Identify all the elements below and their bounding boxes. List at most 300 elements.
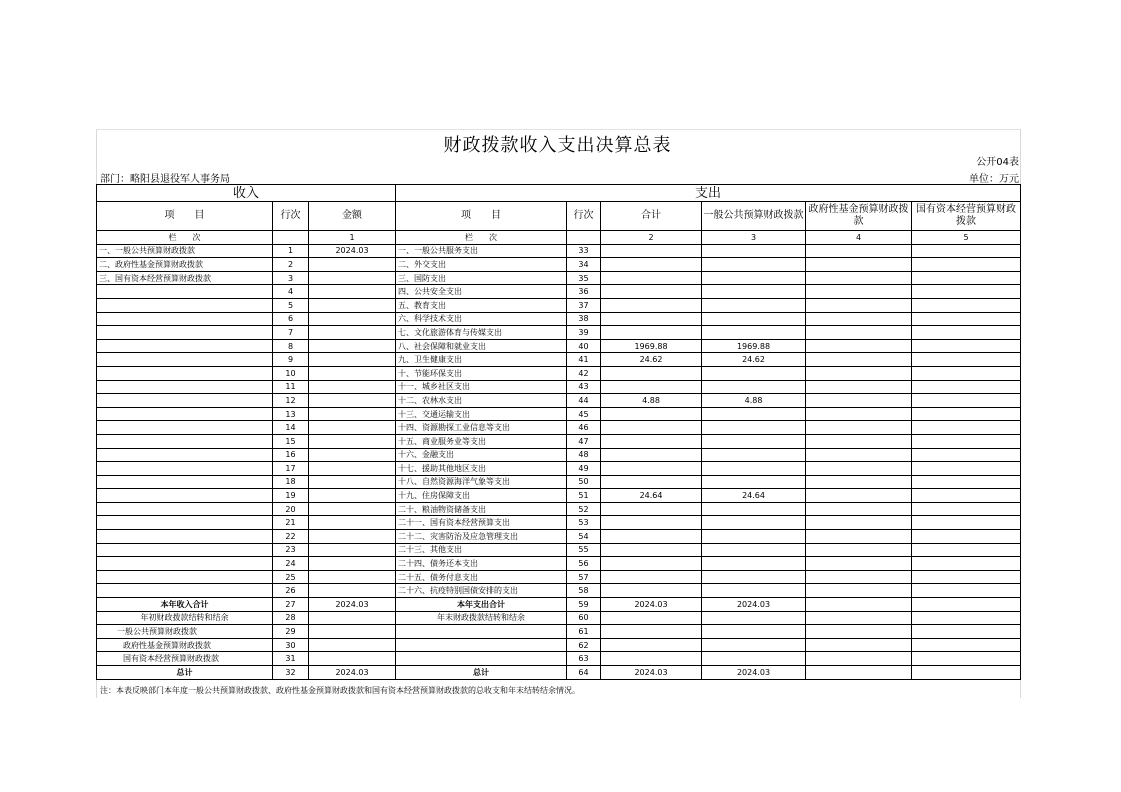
expense-row-no: 38 <box>567 312 601 326</box>
expense-state <box>912 475 1021 489</box>
income-amount <box>309 530 396 544</box>
expense-total <box>601 625 702 639</box>
expense-state <box>912 530 1021 544</box>
header-total: 合计 <box>601 202 702 231</box>
expense-general <box>702 611 806 625</box>
expense-general: 24.64 <box>702 489 806 503</box>
income-amount <box>309 625 396 639</box>
expense-general <box>702 407 806 421</box>
budget-table <box>96 184 1021 680</box>
expense-general <box>702 652 806 666</box>
expense-row-no: 34 <box>567 258 601 272</box>
table-row <box>97 271 1021 285</box>
table-row <box>97 516 1021 530</box>
expense-general <box>702 285 806 299</box>
section-row <box>97 185 1021 202</box>
header-item: 项 目 <box>97 202 273 231</box>
expense-state <box>912 638 1021 652</box>
expense-total <box>601 638 702 652</box>
expense-item: 二十三、其他支出 <box>396 543 567 557</box>
expense-total <box>601 652 702 666</box>
department-label: 部门：略阳县退役军人事务局 <box>100 174 230 185</box>
expense-general <box>702 244 806 258</box>
expense-row-no: 45 <box>567 407 601 421</box>
income-row-no: 1 <box>273 244 309 258</box>
income-amount <box>309 570 396 584</box>
expense-row-no: 39 <box>567 326 601 340</box>
expense-general <box>702 584 806 598</box>
income-amount <box>309 516 396 530</box>
income-item: 一般公共预算财政拨款 <box>97 625 273 639</box>
income-row-no: 23 <box>273 543 309 557</box>
income-item <box>97 570 273 584</box>
income-row-no: 24 <box>273 557 309 571</box>
form-code: 公开04表 <box>976 157 1019 168</box>
income-item <box>97 489 273 503</box>
expense-state <box>912 421 1021 435</box>
expense-row-no: 50 <box>567 475 601 489</box>
footnote: 注：本表反映部门本年度一般公共预算财政拨款、政府性基金预算财政拨款和国有资本经营预算财政拨款的总收支和年末结转结余情况。 <box>100 686 580 695</box>
income-item: 政府性基金预算财政拨款 <box>97 638 273 652</box>
col-2: 2 <box>601 231 702 245</box>
expense-item: 十五、商业服务业等支出 <box>396 434 567 448</box>
expense-row-no: 51 <box>567 489 601 503</box>
expense-fund <box>806 666 912 680</box>
table-row <box>97 380 1021 394</box>
expense-item <box>396 652 567 666</box>
expense-general <box>702 570 806 584</box>
expense-total <box>601 407 702 421</box>
expense-row-no: 61 <box>567 625 601 639</box>
income-item <box>97 366 273 380</box>
expense-general <box>702 516 806 530</box>
expense-state <box>912 652 1021 666</box>
expense-state <box>912 394 1021 408</box>
income-row-no: 22 <box>273 530 309 544</box>
header-amount: 金额 <box>309 202 396 231</box>
income-item: 国有资本经营预算财政拨款 <box>97 652 273 666</box>
income-row-no: 15 <box>273 434 309 448</box>
expense-general <box>702 625 806 639</box>
income-row-no: 14 <box>273 421 309 435</box>
expense-item <box>396 638 567 652</box>
income-item <box>97 516 273 530</box>
expense-state <box>912 598 1021 612</box>
income-amount <box>309 407 396 421</box>
expense-total <box>601 244 702 258</box>
expense-state <box>912 666 1021 680</box>
expense-state <box>912 434 1021 448</box>
expense-fund <box>806 543 912 557</box>
col-3: 3 <box>702 231 806 245</box>
expense-fund <box>806 611 912 625</box>
income-row-no: 30 <box>273 638 309 652</box>
expense-item: 二十六、抗疫特别国债安排的支出 <box>396 584 567 598</box>
page-title: 财政拨款收入支出决算总表 <box>443 135 672 156</box>
expense-total <box>601 285 702 299</box>
income-amount <box>309 584 396 598</box>
expense-fund <box>806 421 912 435</box>
expense-general <box>702 380 806 394</box>
table-row <box>97 394 1021 408</box>
expense-row-no: 53 <box>567 516 601 530</box>
expense-fund <box>806 271 912 285</box>
expense-general <box>702 271 806 285</box>
table-row <box>97 448 1021 462</box>
expense-row-no: 36 <box>567 285 601 299</box>
expense-item: 十六、金融支出 <box>396 448 567 462</box>
expense-fund <box>806 434 912 448</box>
income-row-no: 28 <box>273 611 309 625</box>
expense-total <box>601 502 702 516</box>
expense-item: 二十五、债务付息支出 <box>396 570 567 584</box>
income-row-no: 17 <box>273 462 309 476</box>
expense-row-no: 44 <box>567 394 601 408</box>
income-item <box>97 353 273 367</box>
income-amount <box>309 298 396 312</box>
income-amount <box>309 312 396 326</box>
expense-fund <box>806 380 912 394</box>
income-item: 二、政府性基金预算财政拨款 <box>97 258 273 272</box>
expense-general <box>702 638 806 652</box>
income-item: 一、一般公共预算财政拨款 <box>97 244 273 258</box>
expense-row-no: 41 <box>567 353 601 367</box>
expense-item: 五、教育支出 <box>396 298 567 312</box>
income-item <box>97 502 273 516</box>
expense-state <box>912 584 1021 598</box>
table-row <box>97 244 1021 258</box>
income-row-no: 32 <box>273 666 309 680</box>
expense-fund <box>806 312 912 326</box>
income-item: 总计 <box>97 666 273 680</box>
income-amount: 2024.03 <box>309 666 396 680</box>
income-row-no: 4 <box>273 285 309 299</box>
expense-row-no: 60 <box>567 611 601 625</box>
expense-item: 十九、住房保障支出 <box>396 489 567 503</box>
expense-row-no: 35 <box>567 271 601 285</box>
expense-fund <box>806 598 912 612</box>
expense-item: 四、公共安全支出 <box>396 285 567 299</box>
income-amount <box>309 557 396 571</box>
expense-state <box>912 611 1021 625</box>
income-row-no: 18 <box>273 475 309 489</box>
income-row-no: 7 <box>273 326 309 340</box>
col-4: 4 <box>806 231 912 245</box>
expense-total: 1969.88 <box>601 339 702 353</box>
table-row <box>97 530 1021 544</box>
expense-row-no: 63 <box>567 652 601 666</box>
income-amount <box>309 380 396 394</box>
income-row-no: 26 <box>273 584 309 598</box>
expense-state <box>912 258 1021 272</box>
income-item <box>97 584 273 598</box>
income-item <box>97 421 273 435</box>
table-row <box>97 584 1021 598</box>
expense-total <box>601 543 702 557</box>
col-blank <box>273 231 309 245</box>
expense-fund <box>806 285 912 299</box>
header-fund: 政府性基金预算财政拨款 <box>806 202 912 231</box>
income-amount <box>309 475 396 489</box>
expense-state <box>912 339 1021 353</box>
expense-fund <box>806 502 912 516</box>
expense-fund <box>806 516 912 530</box>
expense-fund <box>806 353 912 367</box>
expense-fund <box>806 652 912 666</box>
expense-total <box>601 462 702 476</box>
expense-fund <box>806 244 912 258</box>
income-amount <box>309 258 396 272</box>
expense-total <box>601 611 702 625</box>
table-row <box>97 625 1021 639</box>
income-row-no: 27 <box>273 598 309 612</box>
table-row <box>97 638 1021 652</box>
expense-total <box>601 366 702 380</box>
table-row <box>97 570 1021 584</box>
income-row-no: 31 <box>273 652 309 666</box>
table-row <box>97 326 1021 340</box>
expense-state <box>912 462 1021 476</box>
expense-state <box>912 557 1021 571</box>
income-section-header: 收入 <box>97 185 396 202</box>
table-row <box>97 666 1021 680</box>
expense-state <box>912 407 1021 421</box>
expense-state <box>912 326 1021 340</box>
expense-state <box>912 298 1021 312</box>
expense-row-no: 42 <box>567 366 601 380</box>
table-row <box>97 421 1021 435</box>
income-item <box>97 339 273 353</box>
expense-general <box>702 448 806 462</box>
expense-fund <box>806 394 912 408</box>
expense-row-no: 33 <box>567 244 601 258</box>
expense-total: 4.88 <box>601 394 702 408</box>
income-row-no: 25 <box>273 570 309 584</box>
expense-fund <box>806 326 912 340</box>
col-blank-expense <box>567 231 601 245</box>
income-amount <box>309 285 396 299</box>
table-row <box>97 258 1021 272</box>
expense-total <box>601 584 702 598</box>
income-item <box>97 312 273 326</box>
expense-state <box>912 448 1021 462</box>
table-row <box>97 298 1021 312</box>
expense-state <box>912 380 1021 394</box>
table-row <box>97 339 1021 353</box>
expense-section-header: 支出 <box>396 185 1021 202</box>
header-item-expense: 项 目 <box>396 202 567 231</box>
expense-state <box>912 244 1021 258</box>
table-row <box>97 434 1021 448</box>
income-amount <box>309 489 396 503</box>
expense-state <box>912 502 1021 516</box>
income-row-no: 29 <box>273 625 309 639</box>
expense-total <box>601 434 702 448</box>
header-row-no: 行次 <box>273 202 309 231</box>
income-row-no: 20 <box>273 502 309 516</box>
expense-general <box>702 258 806 272</box>
income-row-no: 16 <box>273 448 309 462</box>
table-row <box>97 285 1021 299</box>
table-row <box>97 611 1021 625</box>
expense-state <box>912 353 1021 367</box>
expense-state <box>912 625 1021 639</box>
expense-total: 2024.03 <box>601 666 702 680</box>
income-amount: 2024.03 <box>309 244 396 258</box>
income-row-no: 2 <box>273 258 309 272</box>
table-row <box>97 312 1021 326</box>
expense-general <box>702 366 806 380</box>
expense-fund <box>806 489 912 503</box>
income-amount <box>309 421 396 435</box>
expense-general <box>702 530 806 544</box>
expense-row-no: 54 <box>567 530 601 544</box>
expense-row-no: 47 <box>567 434 601 448</box>
expense-row-no: 58 <box>567 584 601 598</box>
income-amount <box>309 502 396 516</box>
expense-total <box>601 557 702 571</box>
expense-total <box>601 421 702 435</box>
expense-item: 十三、交通运输支出 <box>396 407 567 421</box>
expense-item: 九、卫生健康支出 <box>396 353 567 367</box>
expense-row-no: 56 <box>567 557 601 571</box>
expense-state <box>912 285 1021 299</box>
expense-row-no: 64 <box>567 666 601 680</box>
table-row <box>97 407 1021 421</box>
expense-item: 总计 <box>396 666 567 680</box>
income-row-no: 9 <box>273 353 309 367</box>
income-item: 年初财政拨款结转和结余 <box>97 611 273 625</box>
income-item <box>97 285 273 299</box>
expense-row-no: 49 <box>567 462 601 476</box>
income-amount <box>309 271 396 285</box>
income-row-no: 21 <box>273 516 309 530</box>
expense-total <box>601 271 702 285</box>
col-label: 栏 次 <box>97 231 273 245</box>
expense-item: 八、社会保障和就业支出 <box>396 339 567 353</box>
expense-general <box>702 421 806 435</box>
header-row-no-expense: 行次 <box>567 202 601 231</box>
expense-row-no: 40 <box>567 339 601 353</box>
expense-item: 二十、粮油物资储备支出 <box>396 502 567 516</box>
income-item: 三、国有资本经营预算财政拨款 <box>97 271 273 285</box>
expense-total: 24.64 <box>601 489 702 503</box>
expense-item: 十四、资源勘探工业信息等支出 <box>396 421 567 435</box>
expense-item: 六、科学技术支出 <box>396 312 567 326</box>
income-row-no: 10 <box>273 366 309 380</box>
expense-fund <box>806 625 912 639</box>
expense-total: 24.62 <box>601 353 702 367</box>
income-item: 本年收入合计 <box>97 598 273 612</box>
income-row-no: 5 <box>273 298 309 312</box>
expense-state <box>912 570 1021 584</box>
expense-item: 本年支出合计 <box>396 598 567 612</box>
expense-general <box>702 312 806 326</box>
expense-total: 2024.03 <box>601 598 702 612</box>
expense-fund <box>806 339 912 353</box>
col-amount-no: 1 <box>309 231 396 245</box>
income-row-no: 12 <box>273 394 309 408</box>
income-item <box>97 380 273 394</box>
expense-item: 十七、援助其他地区支出 <box>396 462 567 476</box>
table-row <box>97 652 1021 666</box>
expense-fund <box>806 570 912 584</box>
expense-row-no: 62 <box>567 638 601 652</box>
expense-item: 十、节能环保支出 <box>396 366 567 380</box>
expense-item: 年末财政拨款结转和结余 <box>396 611 567 625</box>
expense-fund <box>806 298 912 312</box>
expense-item: 十二、农林水支出 <box>396 394 567 408</box>
expense-state <box>912 543 1021 557</box>
expense-row-no: 43 <box>567 380 601 394</box>
col-5: 5 <box>912 231 1021 245</box>
income-item <box>97 448 273 462</box>
expense-row-no: 46 <box>567 421 601 435</box>
table-row <box>97 502 1021 516</box>
expense-state <box>912 516 1021 530</box>
income-amount <box>309 434 396 448</box>
expense-total <box>601 380 702 394</box>
income-row-no: 6 <box>273 312 309 326</box>
expense-general <box>702 434 806 448</box>
expense-total <box>601 570 702 584</box>
income-amount <box>309 394 396 408</box>
income-item <box>97 434 273 448</box>
income-amount <box>309 462 396 476</box>
expense-fund <box>806 462 912 476</box>
income-item <box>97 407 273 421</box>
income-row-no: 3 <box>273 271 309 285</box>
income-item <box>97 557 273 571</box>
income-amount <box>309 652 396 666</box>
expense-general: 2024.03 <box>702 666 806 680</box>
header-state: 国有资本经营预算财政拨款 <box>912 202 1021 231</box>
expense-general: 1969.88 <box>702 339 806 353</box>
income-amount <box>309 326 396 340</box>
expense-item: 二、外交支出 <box>396 258 567 272</box>
expense-state <box>912 271 1021 285</box>
expense-fund <box>806 407 912 421</box>
table-row <box>97 366 1021 380</box>
expense-general <box>702 543 806 557</box>
expense-row-no: 52 <box>567 502 601 516</box>
expense-item: 十一、城乡社区支出 <box>396 380 567 394</box>
expense-general <box>702 557 806 571</box>
expense-general <box>702 475 806 489</box>
income-item <box>97 298 273 312</box>
expense-row-no: 55 <box>567 543 601 557</box>
expense-total <box>601 516 702 530</box>
expense-fund <box>806 258 912 272</box>
column-header-row <box>97 202 1021 231</box>
expense-total <box>601 312 702 326</box>
table-row <box>97 557 1021 571</box>
expense-item <box>396 625 567 639</box>
income-amount <box>309 353 396 367</box>
income-row-no: 19 <box>273 489 309 503</box>
expense-item: 二十二、灾害防治及应急管理支出 <box>396 530 567 544</box>
income-row-no: 13 <box>273 407 309 421</box>
expense-fund <box>806 530 912 544</box>
expense-fund <box>806 448 912 462</box>
income-row-no: 11 <box>273 380 309 394</box>
table-row <box>97 543 1021 557</box>
expense-general <box>702 326 806 340</box>
income-amount <box>309 638 396 652</box>
column-number-row <box>97 231 1021 245</box>
expense-general <box>702 298 806 312</box>
expense-row-no: 37 <box>567 298 601 312</box>
